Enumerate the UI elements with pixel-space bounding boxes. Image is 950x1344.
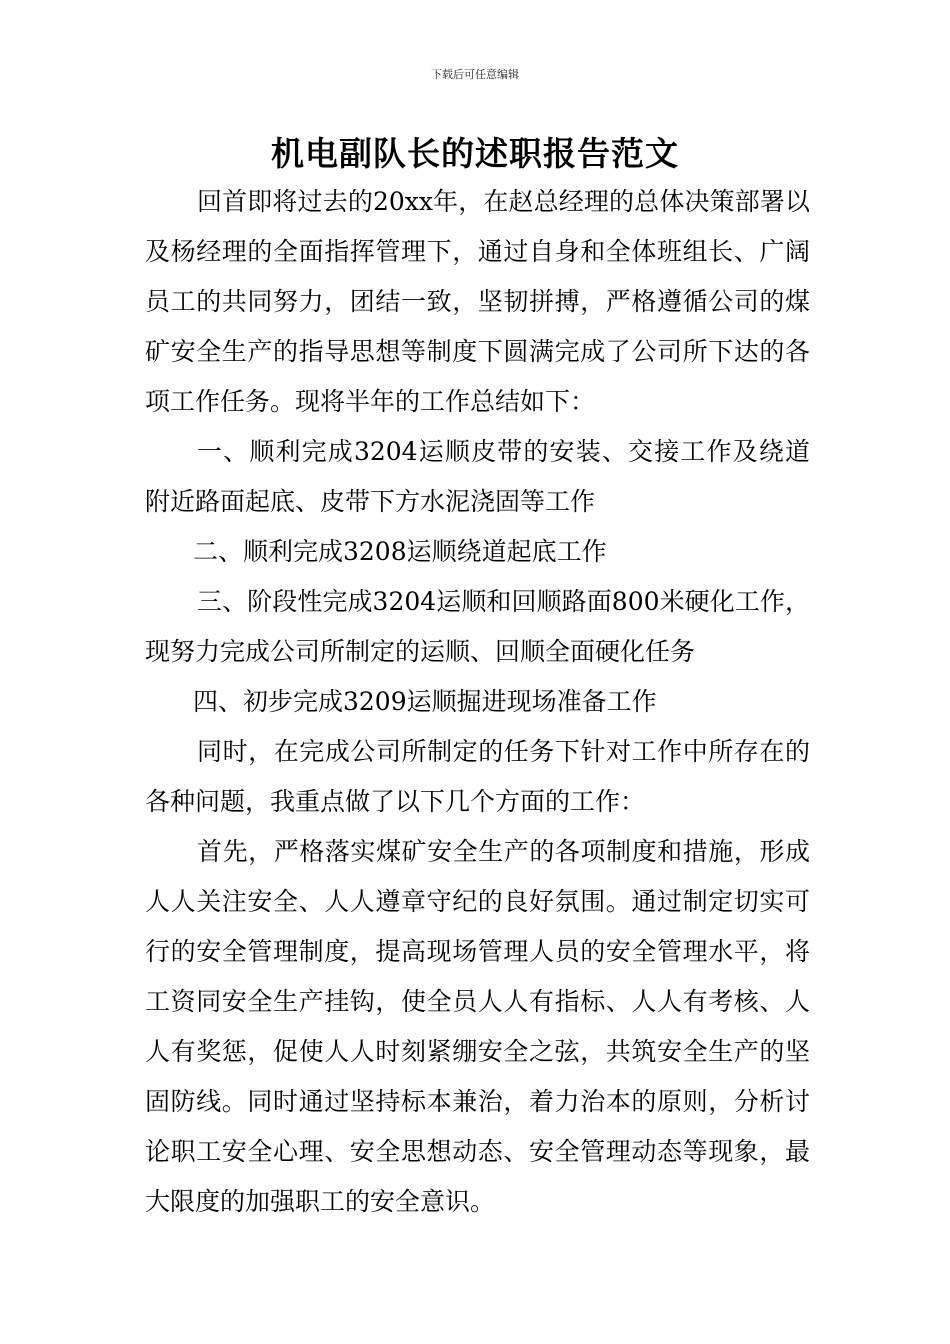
paragraph-intro: 回首即将过去的20xx年，在赵总经理的总体决策部署以及杨经理的全面指挥管理下，通过自身和全体班组长、广阔员工的共同努力，团结一致，坚韧拼搏，严格遵循公司的煤矿安全生产的指导思想等制度下圆满完成了公司所下达的各项工作任务。现将半年的工作总结如下：: [145, 187, 810, 416]
paragraph-first: 首先，严格落实煤矿安全生产的各项制度和措施，形成人人关注安全、人人遵章守纪的良好氛围。通过制定切实可行的安全管理制度，提高现场管理人员的安全管理水平，将工资同安全生产挂钩，使全员人人有指标、人人有考核、人人有奖惩，促使人人时刻紧绷安全之弦，共筑安全生产的坚固防线。同时通过坚持标本兼治，着力治本的原则，分析讨论职工安全心理、安全思想动态、安全管理动态等现象，最大限度的加强职工的安全意识。: [145, 837, 810, 1216]
document-body: [145, 177, 810, 1227]
paragraph-item-2: 二、顺利完成3208运顺绕道起底工作: [193, 537, 607, 566]
paragraph-item-1: 一、顺利完成3204运顺皮带的安装、交接工作及绕道附近路面起底、皮带下方水泥浇固等工作: [145, 437, 810, 516]
paragraph-meanwhile: 同时，在完成公司所制定的任务下针对工作中所存在的各种问题，我重点做了以下几个方面的工作：: [145, 737, 810, 816]
page-title: 机电副队长的述职报告范文: [271, 134, 679, 173]
header-note: 下载后可任意编辑: [431, 68, 519, 81]
paragraph-item-4: 四、初步完成3209运顺掘进现场准备工作: [193, 687, 657, 716]
paragraph-item-3: 三、阶段性完成3204运顺和回顺路面800米硬化工作，现努力完成公司所制定的运顺、回顺全面硬化任务: [145, 587, 810, 666]
